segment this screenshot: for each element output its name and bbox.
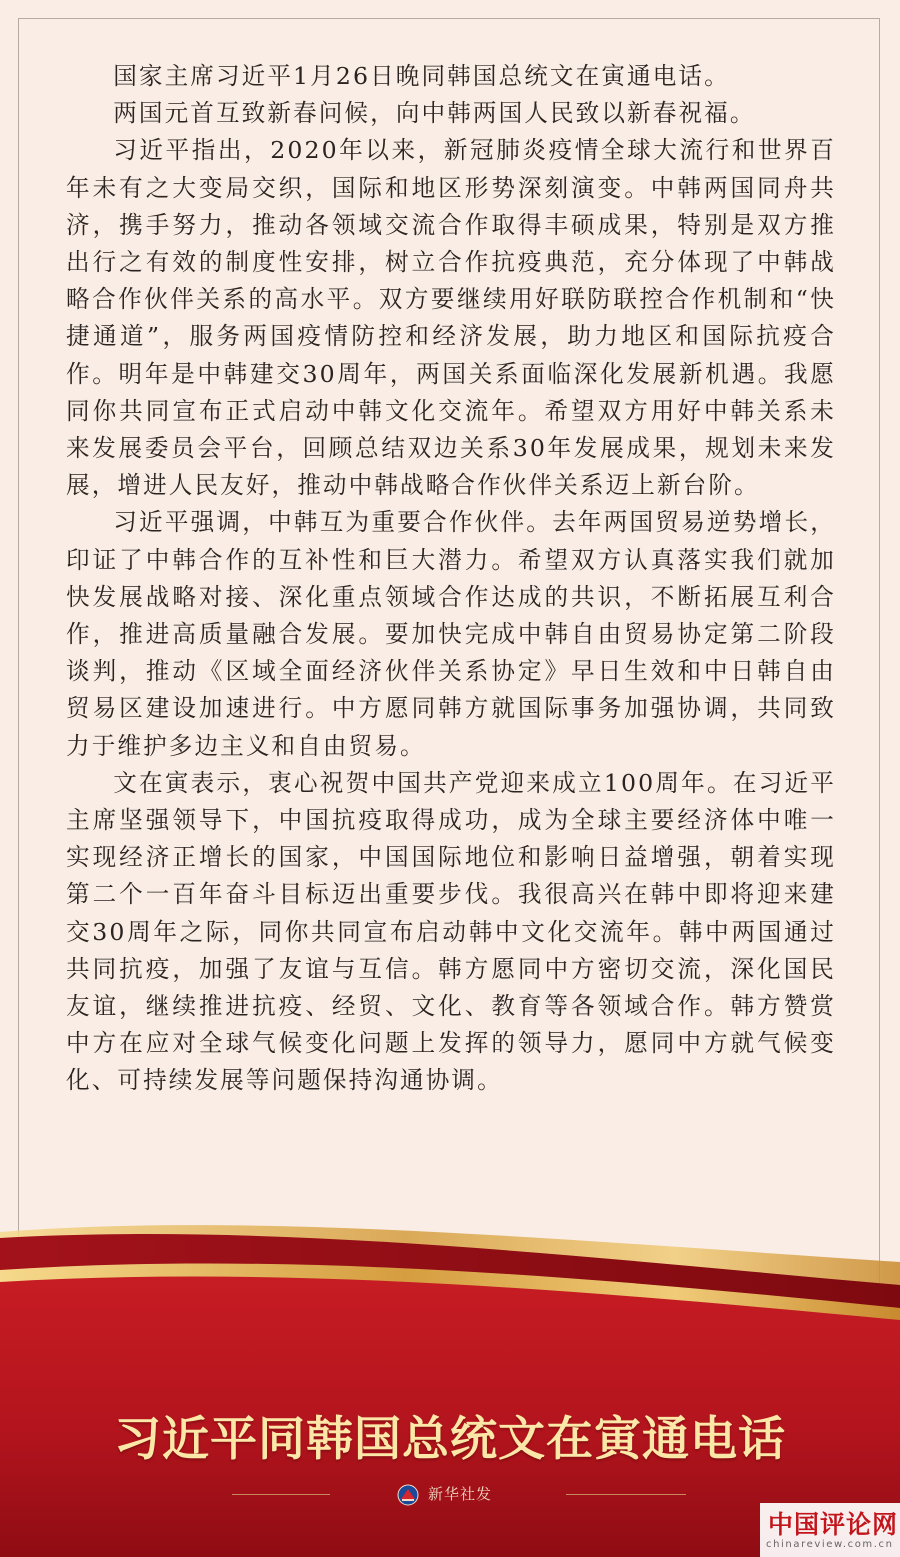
article-paragraph: 习近平指出，2020年以来，新冠肺炎疫情全球大流行和世界百年未有之大变局交织，国际和地区形势深刻演变。中韩两国同舟共济，携手努力，推动各领域交流合作取得丰硕成果，特别是双方推出行之有效的制度性安排，树立合作抗疫典范，充分体现了中韩战略合作伙伴关系的高水平。双方要继续用好联防联控合作机制和“快捷通道”，服务两国疫情防控和经济发展，助力地区和国际抗疫合作。明年是中韩建交30周年，两国关系面临深化发展新机遇。我愿同你共同宣布正式启动中韩文化交流年。希望双方用好中韩关系未来发展委员会平台，回顾总结双边关系30年发展成果，规划未来发展，增进人民友好，推动中韩战略合作伙伴关系迈上新台阶。 <box>66 136 836 500</box>
watermark-url: chinareview.com.cn <box>766 1539 894 1550</box>
xinhua-logo-icon <box>396 1484 420 1506</box>
source-label: 新华社发 <box>428 1485 493 1503</box>
article-paragraph: 文在寅表示，衷心祝贺中国共产党迎来成立100周年。在习近平主席坚强领导下，中国抗疫取得成功，成为全球主要经济体中唯一实现经济正增长的国家，中国国际地位和影响日益增强，朝着实现第二个一百年奋斗目标迈出重要步伐。我很高兴在韩中即将迎来建交30周年之际，同你共同宣布启动韩中文化交流年。韩中两国通过共同抗疫，加强了友谊与互信。韩方愿同中方密切交流，深化国民友谊，继续推进抗疫、经贸、文化、教育等各领域合作。韩方赞赏中方在应对全球气候变化问题上发挥的领导力，愿同中方就气候变化、可持续发展等问题保持沟通协调。 <box>66 768 836 1095</box>
watermark <box>760 1503 900 1557</box>
footer-divider-right <box>566 1494 686 1495</box>
headline-title: 习近平同韩国总统文在寅通电话 <box>114 1412 786 1467</box>
watermark-name: 中国评论网 <box>768 1510 899 1539</box>
article-paragraph: 两国元首互致新春问候，向中韩两国人民致以新春祝福。 <box>113 99 756 128</box>
footer-divider-left <box>232 1494 330 1495</box>
article-paragraph: 习近平强调，中韩互为重要合作伙伴。去年两国贸易逆势增长，印证了中韩合作的互补性和巨大潜力。希望双方认真落实我们就加快发展战略对接、深化重点领域合作达成的共识，不断拓展互利合作，推进高质量融合发展。要加快完成中韩自由贸易协定第二阶段谈判，推动《区域全面经济伙伴关系协定》早日生效和中日韩自由贸易区建设加速进行。中方愿同韩方就国际事务加强协调，共同致力于维护多边主义和自由贸易。 <box>66 508 836 760</box>
article-paragraph: 国家主席习近平1月26日晚同韩国总统文在寅通电话。 <box>113 62 730 90</box>
